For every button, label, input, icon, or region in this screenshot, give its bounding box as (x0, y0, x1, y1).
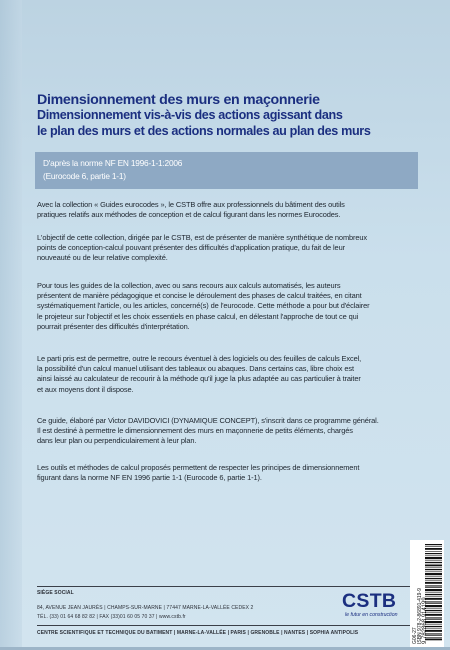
paragraph-line: présentent de manière pédagogique et concise le déroulement des phases de calcul traitées, en citant (37, 291, 362, 301)
paragraph-line: nouveauté ou de leur relative complexité. (37, 253, 168, 263)
norm-line-2: (Eurocode 6, partie 1-1) (43, 171, 126, 181)
paragraph-line: Il est destiné à permettre le dimensionnement des murs en maçonnerie de petits éléments, chargés (37, 426, 353, 436)
cstb-logo (342, 590, 402, 630)
footer-heading: SIÈGE SOCIAL (37, 590, 74, 596)
paragraph-line: pourrait présenter des difficultés d'interprétation. (37, 321, 190, 331)
paragraph-5 (37, 416, 419, 447)
paragraph-line: L'objectif de cette collection, dirigée par le CSTB, est de présenter de manière synthétique de nombreux (37, 233, 368, 242)
logo-wordmark: CSTB (342, 590, 397, 612)
barcode-ean: 9 782868 914199 (422, 597, 428, 644)
paragraph-line: points de conception-calcul pouvant présenter des difficultés d'application pratique, du fait de leur (37, 243, 345, 253)
paragraph-line: Pour tous les guides de la collection, avec ou sans recours aux calculs automatisés, les auteurs (37, 281, 341, 290)
paragraph-line: Avec la collection « Guides eurocodes », le CSTB offre aux professionnels du bâtiment des outils (37, 200, 345, 209)
paragraph-3 (37, 281, 419, 332)
title-sub-line-1: Dimensionnement vis-à-vis des actions agissant dans (37, 108, 343, 122)
paragraph-line: la possibilité d'un calcul manuel utilisant des tableaux ou abaques. Dans certains cas, libre choix est (37, 364, 354, 374)
barcode-code: G06-27 (412, 627, 418, 644)
paragraph-line: pratiques relatifs aux méthodes de conception et de calcul figurant dans les normes Eurocodes. (37, 210, 341, 220)
paragraph-line: le projeteur sur l'objectif et les choix essentiels en phase calcul, en délestant l'approche de tout ce qui (37, 311, 359, 321)
barcode-isbn: ISBN 978-2-86891-419-9 (417, 588, 423, 644)
paragraph-line: Les outils et méthodes de calcul proposés permettent de respecter les principes de dimensionnement (37, 463, 360, 472)
paragraph-4 (37, 354, 419, 395)
footer-contact: TÉL. (33) 01 64 68 82 82 | FAX (33)01 60 05 70 37 | www.cstb.fr (37, 614, 186, 620)
footer-centre: CENTRE SCIENTIFIQUE ET TECHNIQUE DU BATIMENT | MARNE-LA-VALLÉE | PARIS | GRENOBLE | NANTES | SOPHIA ANTIPOLIS (37, 630, 359, 636)
norm-reference-box (35, 152, 418, 189)
logo-tagline: le futur en construction (345, 612, 398, 618)
title-sub-line-2: le plan des murs et des actions normales au plan des murs (37, 123, 371, 138)
norm-line-1: D'après la norme NF EN 1996-1-1:2006 (43, 158, 183, 168)
paragraph-line: Le parti pris est de permettre, outre le recours éventuel à des logiciels ou des feuilles de calculs Excel, (37, 354, 362, 363)
footer-top-rule (37, 586, 417, 587)
paragraph-line: dans leur plan ou perpendiculairement à leur plan. (37, 436, 197, 446)
title-main: Dimensionnement des murs en maçonnerie (37, 92, 320, 108)
paragraph-line: figurant dans la norme NF EN 1996 partie 1-1 (Eurocode 6, partie 1-1). (37, 473, 262, 483)
paragraph-2 (37, 233, 419, 264)
barcode-panel (410, 540, 444, 647)
left-shade-stripe (0, 0, 22, 650)
paragraph-6 (37, 463, 419, 483)
paragraph-line: ainsi laissé au calculateur de recourir à la méthode qu'il juge la plus adaptée au cas particulier à traiter (37, 374, 361, 384)
paragraph-1 (37, 200, 419, 220)
paragraph-line: systématiquement l'article, ou les articles, concerné(s) de l'eurocode. Cette méthode a pour but d'éclairer (37, 301, 370, 311)
paragraph-line: Ce guide, élaboré par Victor DAVIDOVICI (DYNAMIQUE CONCEPT), s'inscrit dans ce programme général. (37, 416, 379, 425)
footer-address: 84, AVENUE JEAN JAURÈS | CHAMPS-SUR-MARNE | 77447 MARNE-LA-VALLÉE CEDEX 2 (37, 605, 254, 611)
title-block (37, 92, 427, 139)
paragraph-line: et aux moyens dont il dispose. (37, 384, 134, 394)
